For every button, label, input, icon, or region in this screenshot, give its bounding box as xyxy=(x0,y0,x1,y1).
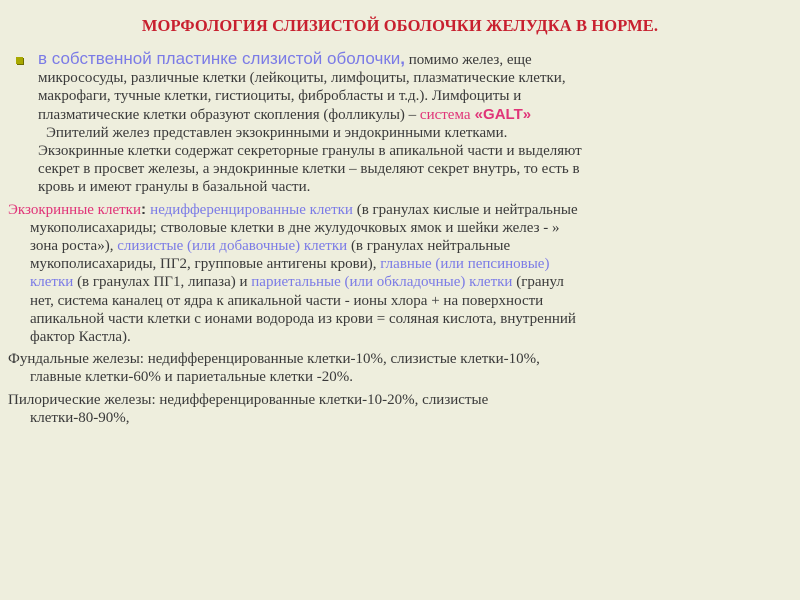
slide-title: МОРФОЛОГИЯ СЛИЗИСТОЙ ОБОЛОЧКИ ЖЕЛУДКА В НОРМЕ. xyxy=(141,16,659,35)
p3-line3-tail: (в гранулах нейтральные xyxy=(347,238,511,255)
p2-line2: Экзокринные клетки содержат секреторные гранулы в апикальной части и выделяют xyxy=(38,143,582,160)
p3-line5a: (в гранулах ПГ1, липаза) и xyxy=(73,274,252,291)
p1-line1-tail: помимо желез, еще xyxy=(405,52,532,68)
exocrine-heading: Экзокринные клетки xyxy=(8,201,141,218)
p2-line1: Эпителий желез представлен экзокринными и эндокринными клетками. xyxy=(46,124,508,141)
parietal-cells-label: париетальные (или обкладочные) клетки xyxy=(251,274,513,291)
p5-line2: клетки-80-90%, xyxy=(30,409,130,426)
p4-line2: главные клетки-60% и париетальные клетки -20%. xyxy=(30,369,353,386)
p3-line5-tail: (гранул xyxy=(512,274,564,291)
p3-line3a: зона роста»), xyxy=(30,238,118,255)
p1-line4: плазматические клетки образуют скопления (фолликулы) – xyxy=(38,106,420,123)
paragraph-epithelium xyxy=(8,124,792,197)
lead-comma: , xyxy=(400,49,405,68)
p4-line1: Фундальные железы: недифференцированные клетки-10%, слизистые клетки-10%, xyxy=(8,351,540,368)
paragraph-fundal xyxy=(8,350,792,386)
galt-label: «GALT» xyxy=(470,105,532,123)
p1-line3: макрофаги, тучные клетки, гистиоциты, фибробласты и т.д.). Лимфоциты и xyxy=(38,88,522,105)
square-bullet-icon xyxy=(16,57,23,64)
p3-line2: мукополисахариды; стволовые клетки в дне жулудочковых ямок и шейки желез - » xyxy=(30,219,560,236)
p3-line7: апикальной части клетки с ионами водорода из крови = соляная кислота, внутренний xyxy=(30,310,576,327)
paragraph-exocrine xyxy=(8,201,792,347)
p1-line2: микрососуды, различные клетки (лейкоциты, лимфоциты, плазматические клетки, xyxy=(38,70,566,87)
p3-line8: фактор Кастла). xyxy=(30,329,131,346)
undifferentiated-label: недифференцированные клетки xyxy=(150,201,353,218)
lamina-propria-lead: в собственной пластинке слизистой оболочки xyxy=(38,49,401,68)
p2-line3: секрет в просвет железы, а эндокринные клетки – выделяют секрет внутрь, то есть в xyxy=(38,161,580,178)
p5-line1: Пилорические железы: недифференцированные клетки-10-20%, слизистые xyxy=(8,391,489,408)
p2-line4: кровь и имеют гранулы в базальной части. xyxy=(38,179,311,196)
paragraph-pyloric xyxy=(8,391,792,427)
slide-body xyxy=(8,50,792,427)
p3-line6: нет, система каналец от ядра к апикальной части - ионы хлора + на поверхности xyxy=(30,292,544,309)
chief-cells-label: главные (или пепсиновые) xyxy=(380,256,550,273)
chief-cells-label-2: клетки xyxy=(30,274,74,291)
mucous-cells-label: слизистые (или добавочные) клетки xyxy=(117,238,348,255)
paragraph-lamina-propria xyxy=(8,50,792,124)
exocrine-colon: : xyxy=(141,200,151,218)
system-label: система xyxy=(419,106,471,123)
p3-line1-tail: (в гранулах кислые и нейтральные xyxy=(352,201,578,218)
p3-line4a: мукополисахариды, ПГ2, групповые антигены крови), xyxy=(30,256,381,273)
